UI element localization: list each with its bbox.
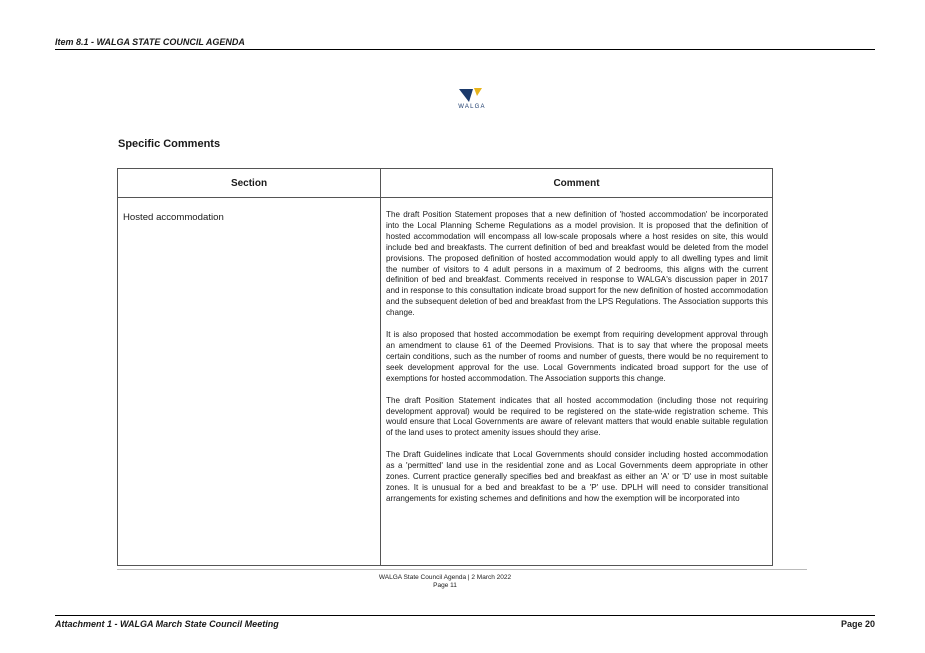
attachment-title: Attachment 1 - WALGA March State Council Meeting [55, 619, 279, 629]
header-comment: Comment [553, 177, 600, 189]
document-page-number: Page 20 [840, 619, 875, 629]
table-header-row [118, 169, 772, 198]
table-row [118, 198, 772, 566]
comments-table [117, 168, 773, 566]
agenda-item-title: Item 8.1 - WALGA STATE COUNCIL AGENDA [55, 37, 245, 47]
agenda-header [55, 37, 875, 50]
comment-paragraph-4: The Draft Guidelines indicate that Local Governments should consider including hosted accommodation as a 'permitted' land use in the residential zone and as Local Governments deem appropriate in other zones. Current practice generally specifies bed and breakfast as either an 'A' or 'D' use in most suitable zones. It is unusual for a bed and breakfast to be a 'P' use. DPLH will need to consider transitional arrangements for existing schemes and definitions and how the exemption will be incorporated into [386, 450, 768, 503]
comment-paragraph-3: The draft Position Statement indicates that all hosted accommodation (including those not requiring development approval) would be required to be registered on the state-wide registration scheme. This would ensure that Local Governments are aware of relevant matters that would enable suitable regulation of the land uses to protect amenity issues should they arise. [386, 395, 768, 438]
page-footer-page-number: Page 11 [433, 582, 457, 589]
walga-logo-icon [459, 87, 485, 103]
row-section-cell: Hosted accommodation [118, 198, 381, 566]
section-heading: Specific Comments [118, 138, 221, 150]
comment-paragraph-2: It is also proposed that hosted accommodation be exempt from requiring development approval through an amendment to clause 61 of the Deemed Provisions. That is to say that where the proposal meets certain conditions, such as the number of rooms and number of guests, there would be no requirement to seek development approval for the use. Local Governments indicated broad support for the use of exemptions for hosted accommodation. The Association supports this change. [386, 330, 768, 383]
document-footer [55, 615, 875, 629]
walga-logo [452, 87, 492, 110]
header-section: Section [118, 169, 381, 197]
page-footer-divider [117, 569, 807, 570]
page-footer-agenda: WALGA State Council Agenda | 2 March 2022 [378, 574, 512, 581]
row-comment-cell [381, 198, 772, 566]
page-footer [117, 574, 773, 590]
walga-logo-text: WALGA [458, 104, 486, 110]
comment-paragraph-1: The draft Position Statement proposes that a new definition of 'hosted accommodation' be incorporated into the Local Planning Scheme Regulations as a model provision. It is proposed that the definition of hosted accommodation will encompass all low-scale proposals where a host resides on site, this would include bed and breakfasts. The current definition of bed and breakfast would be deleted from the model provisions. The proposed definition of hosted accommodation would apply to all dwelling types and limit the number of visitors to 4 adult persons in a maximum of 2 bedrooms, this aligns with the current definition of bed and breakfast. Comments received in response to WALGA's discussion paper in 2017 and in response to this consultation indicate broad support for the new definition of hosted accommodation and the subsequent deletion of bed and breakfast from the LPS Regulations. The Association supports this change. [386, 210, 768, 318]
